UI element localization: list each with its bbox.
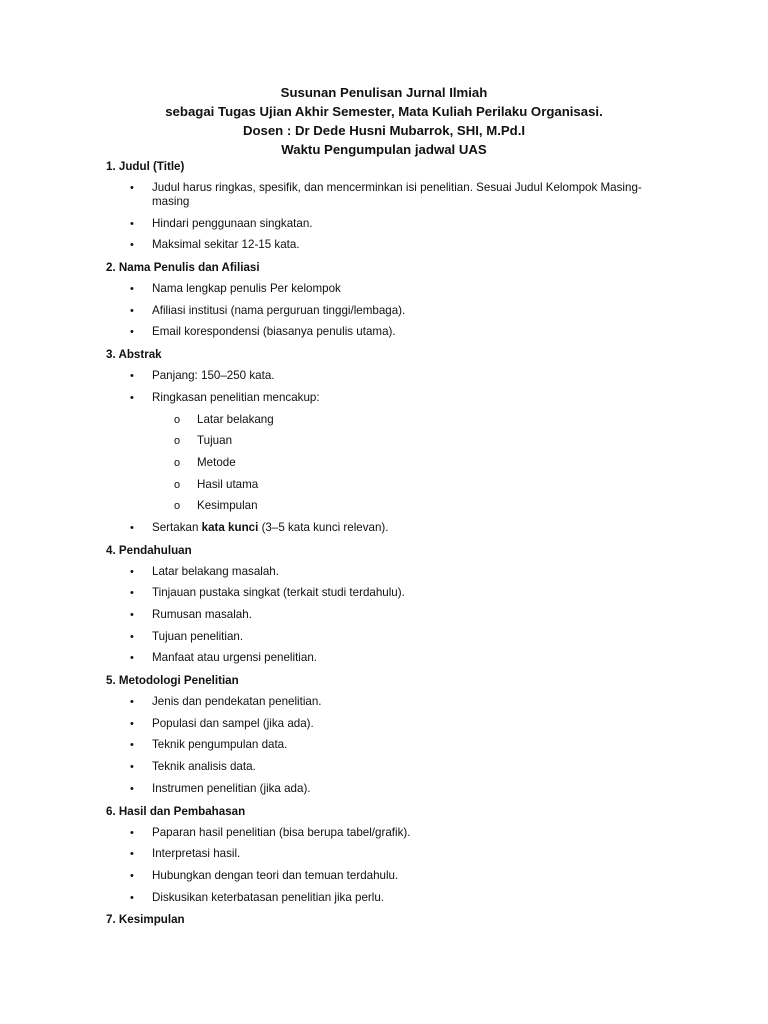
list-item-text: Manfaat atau urgensi penelitian. xyxy=(152,651,318,665)
list-item-text: Afiliasi institusi (nama perguruan tinggi/lembaga). xyxy=(152,303,406,317)
list-item-text: Judul harus ringkas, spesifik, dan mencerminkan isi penelitian. Sesuai Judul Kelompok Masing-masing xyxy=(152,181,642,208)
section-penulis xyxy=(0,260,768,339)
keyword-emphasis: kata kunci xyxy=(201,520,259,534)
sub-list-item-text: Latar belakang xyxy=(197,412,274,426)
list-item xyxy=(130,868,652,883)
list-item xyxy=(130,738,652,752)
list-item xyxy=(130,716,652,731)
list-item xyxy=(130,390,652,513)
circle-bullet-icon: o xyxy=(174,435,181,448)
section-pendahuluan xyxy=(0,543,768,666)
list-item-text: Rumusan masalah. xyxy=(152,608,252,621)
bullet-icon: • xyxy=(130,587,134,600)
list-item xyxy=(130,651,652,665)
bullet-icon: • xyxy=(130,521,134,534)
bullet-icon: • xyxy=(130,239,134,252)
list-item-text: Maksimal sekitar 12-15 kata. xyxy=(152,238,300,252)
sub-list-item-text: Tujuan xyxy=(197,434,233,448)
bullet-icon: • xyxy=(130,782,134,795)
section-title: 6. Hasil dan Pembahasan xyxy=(106,804,246,818)
bullet-list xyxy=(0,695,768,796)
bullet-icon: • xyxy=(130,869,134,882)
list-item-text: Jenis dan pendekatan penelitian. xyxy=(152,695,322,709)
list-item-text: Nama lengkap penulis Per kelompok xyxy=(152,282,341,296)
circle-bullet-icon: o xyxy=(174,500,181,513)
list-item-text: Tujuan penelitian. xyxy=(152,629,244,643)
list-item xyxy=(130,629,652,644)
list-item xyxy=(130,520,652,535)
section-title: 5. Metodologi Penelitian xyxy=(106,674,239,688)
bullet-icon: • xyxy=(130,739,134,752)
bullet-icon: • xyxy=(130,696,134,709)
list-item xyxy=(130,282,652,296)
bullet-list xyxy=(0,826,768,905)
list-item xyxy=(130,847,652,861)
list-item xyxy=(130,608,652,622)
bullet-icon: • xyxy=(130,609,134,621)
bullet-icon: • xyxy=(130,652,134,665)
bullet-icon: • xyxy=(130,717,134,730)
list-item xyxy=(130,586,652,600)
section-title: 3. Abstrak xyxy=(106,348,162,362)
bullet-icon: • xyxy=(130,217,134,230)
list-item-text: Ringkasan penelitian mencakup: xyxy=(152,390,320,404)
list-item xyxy=(130,181,652,209)
header-lecturer: Dosen : Dr Dede Husni Mubarrok, SHI, M.Pd.I xyxy=(242,123,526,138)
section-judul xyxy=(0,159,768,252)
document-header xyxy=(0,83,768,159)
list-item xyxy=(130,216,652,231)
bullet-list xyxy=(0,181,768,252)
list-item xyxy=(130,238,652,252)
circle-bullet-icon: o xyxy=(174,478,181,491)
sub-list-item-text: Kesimpulan xyxy=(197,499,258,513)
list-item xyxy=(130,890,652,905)
list-item-text: Panjang: 150–250 kata. xyxy=(152,369,275,383)
section-title: 7. Kesimpulan xyxy=(106,913,185,927)
bullet-icon: • xyxy=(130,848,134,861)
list-item-text: Teknik analisis data. xyxy=(152,760,256,774)
list-item-text: Hubungkan dengan teori dan temuan terdahulu. xyxy=(152,868,399,882)
bullet-icon: • xyxy=(130,304,134,317)
section-hasil xyxy=(0,804,768,905)
list-item-text: Instrumen penelitian (jika ada). xyxy=(152,781,311,795)
bullet-icon: • xyxy=(130,326,134,339)
list-item-text: Paparan hasil penelitian (bisa berupa tabel/grafik). xyxy=(152,825,411,839)
section-abstrak xyxy=(0,347,768,535)
list-item-text: Tinjauan pustaka singkat (terkait studi terdahulu). xyxy=(152,586,405,600)
sub-bullet-list xyxy=(152,413,652,514)
sub-list-item-text: Hasil utama xyxy=(197,477,259,491)
list-item-text: Hindari penggunaan singkatan. xyxy=(152,216,313,230)
bullet-list xyxy=(0,565,768,666)
list-item xyxy=(130,781,652,796)
list-item-text: Email korespondensi (biasanya penulis utama). xyxy=(152,325,396,339)
list-item-text-suffix: (3–5 kata kunci relevan). xyxy=(258,520,389,534)
sub-list-item-text: Metode xyxy=(197,455,236,469)
section-metodologi xyxy=(0,673,768,796)
list-item-text: Latar belakang masalah. xyxy=(152,564,279,578)
list-item-text-prefix: Sertakan xyxy=(152,520,202,534)
list-item-text: Teknik pengumpulan data. xyxy=(152,738,288,752)
circle-bullet-icon: o xyxy=(174,413,181,426)
section-kesimpulan xyxy=(0,912,768,928)
bullet-list xyxy=(0,282,768,339)
sub-list-item xyxy=(174,455,652,470)
list-item-text: Interpretasi hasil. xyxy=(152,847,241,861)
bullet-icon: • xyxy=(130,630,134,643)
bullet-list xyxy=(0,369,768,535)
sub-list-item xyxy=(174,477,652,492)
list-item xyxy=(130,564,652,579)
section-title: 4. Pendahuluan xyxy=(106,543,192,557)
bullet-icon: • xyxy=(130,826,134,839)
bullet-icon: • xyxy=(130,391,134,404)
section-title: 1. Judul (Title) xyxy=(106,160,185,173)
list-item xyxy=(130,760,652,774)
list-item-text: Populasi dan sampel (jika ada). xyxy=(152,716,314,730)
bullet-icon: • xyxy=(130,182,134,194)
header-deadline: Waktu Pengumpulan jadwal UAS xyxy=(281,142,487,157)
bullet-icon: • xyxy=(130,761,134,774)
section-title: 2. Nama Penulis dan Afiliasi xyxy=(106,261,260,275)
bullet-icon: • xyxy=(130,565,134,578)
list-item xyxy=(130,369,652,383)
header-subtitle: sebagai Tugas Ujian Akhir Semester, Mata Kuliah Perilaku Organisasi. xyxy=(165,104,603,119)
sub-list-item xyxy=(174,434,652,448)
sub-list-item xyxy=(174,499,652,513)
circle-bullet-icon: o xyxy=(174,456,181,469)
list-item xyxy=(130,695,652,709)
list-item xyxy=(130,303,652,318)
sub-list-item xyxy=(174,412,652,427)
list-item xyxy=(130,325,652,339)
header-title: Susunan Penulisan Jurnal Ilmiah xyxy=(280,85,488,100)
list-item-text: Diskusikan keterbatasan penelitian jika perlu. xyxy=(152,890,385,904)
list-item xyxy=(130,825,652,840)
bullet-icon: • xyxy=(130,891,134,904)
bullet-icon: • xyxy=(130,370,134,383)
bullet-icon: • xyxy=(130,283,134,296)
